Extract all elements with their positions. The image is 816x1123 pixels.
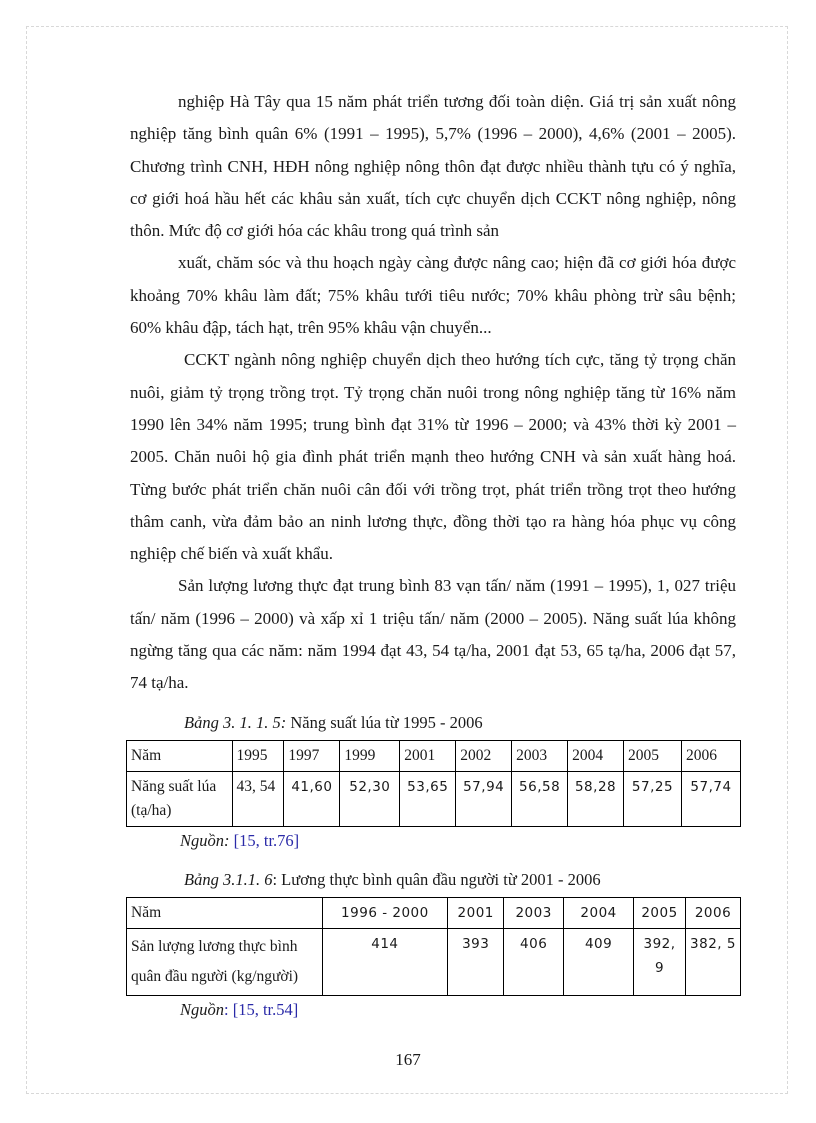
table2-caption [184,867,736,893]
table1-caption-label: Bảng 3. 1. 1. 5: [184,712,287,732]
paragraph-1: nghiệp Hà Tây qua 15 năm phát triển tương đối toàn diện. Giá trị sản xuất nông nghiệp tăng bình quân 6% (1991 – 1995), 5,7% (1996 – 2000), 4,6% (2001 – 2005). Chương trình CNH, HĐH nông nghiệp nông thôn đạt được nhiều thành tựu có ý nghĩa, cơ giới hoá hầu hết các khâu sản xuất, tích cực chuyển dịch CCKT nông nghiệp, nông thôn. Mức độ cơ giới hóa các khâu trong quá trình sản [130,92,736,241]
paragraph-4: Sản lượng lương thực đạt trung bình 83 vạn tấn/ năm (1991 – 1995), 1, 027 triệu tấn/ năm (1996 – 2000) và xấp xỉ 1 triệu tấn/ năm (2000 – 2005). Năng suất lúa không ngừng tăng qua các năm: năm 1994 đạt 43, 54 tạ/ha, 2001 đạt 53, 65 tạ/ha, 2006 đạt 57, 74 tạ/ha. [130,576,736,693]
table1-value: 57,74 [681,771,740,826]
table2-year: 2001 [448,897,504,928]
table2-caption-text: : Lương thực bình quân đầu người từ 2001 - 2006 [272,869,601,889]
table1-value: 43, 54 [232,771,284,826]
table2-year: 2005 [634,897,686,928]
table2-value-row [127,928,741,995]
table1-source-label: Nguồn: [180,830,230,850]
table2-year: 2003 [504,897,564,928]
table2-header-label: Năm [127,897,323,928]
table1-value: 41,60 [284,771,340,826]
table1-year: 2004 [568,740,624,771]
table1-rice-yield [126,740,741,827]
table1-value: 53,65 [400,771,456,826]
table1-value-row [127,771,741,826]
table2-food-per-capita [126,897,741,996]
table2-year: 1996 - 2000 [322,897,448,928]
table2-source [180,998,736,1022]
table2-value: 406 [504,928,564,995]
table2-value: 392, 9 [634,928,686,995]
table1-year: 2001 [400,740,456,771]
paragraph-3: CCKT ngành nông nghiệp chuyển dịch theo hướng tích cực, tăng tỷ trọng chăn nuôi, giảm tỷ trọng trồng trọt. Tỷ trọng chăn nuôi trong nông nghiệp tăng từ 16% năm 1990 lên 34% năm 1995; trung bình đạt 31% từ 1996 – 2000; và 43% thời kỳ 2001 – 2005. Chăn nuôi hộ gia đình phát triển mạnh theo hướng CNH và sản xuất hàng hoá. Từng bước phát triển chăn nuôi cân đối với trồng trọt, phát triển trồng trọt theo hướng thâm canh, vừa đảm bảo an ninh lương thực, đồng thời tạo ra hàng hóa phục vụ công nghiệp chế biến và xuất khẩu. [130,350,736,564]
table1-year: 2006 [681,740,740,771]
table1-value: 57,25 [624,771,682,826]
table2-source-ref: : [15, tr.54] [224,999,299,1019]
table2-source-label: Nguồn [180,999,225,1019]
table1-caption-text: Năng suất lúa từ 1995 - 2006 [286,712,483,732]
table1-value: 56,58 [512,771,568,826]
table2-row-label: Sản lượng lương thực bình quân đầu người (kg/người) [127,928,323,995]
table1-value: 57,94 [456,771,512,826]
table2-caption-label: Bảng 3.1.1. 6 [184,869,273,889]
table1-value: 58,28 [568,771,624,826]
table1-year: 2005 [624,740,682,771]
table1-year: 1995 [232,740,284,771]
table2-year: 2006 [686,897,741,928]
table2-value: 409 [564,928,634,995]
table2-value: 414 [322,928,448,995]
table1-year: 1999 [340,740,400,771]
page-number: 167 [395,1050,421,1069]
table1-value: 52,30 [340,771,400,826]
table2-value: 393 [448,928,504,995]
table1-header-row [127,740,741,771]
table2-year: 2004 [564,897,634,928]
table1-header-label: Năm [127,740,233,771]
table2-value: 382, 5 [686,928,741,995]
table1-source [180,829,736,853]
table1-year: 2002 [456,740,512,771]
page-content [130,86,736,1022]
table1-caption [184,710,736,736]
table1-year: 1997 [284,740,340,771]
table1-source-ref: [15, tr.76] [229,830,300,850]
table1-row-label: Năng suất lúa (tạ/ha) [127,771,233,826]
table1-year: 2003 [512,740,568,771]
table2-header-row [127,897,741,928]
paragraph-2: xuất, chăm sóc và thu hoạch ngày càng được nâng cao; hiện đã cơ giới hóa được khoảng 70% khâu làm đất; 75% khâu tưới tiêu nước; 70% khâu phòng trừ sâu bệnh; 60% khâu đập, tách hạt, trên 95% khâu vận chuyển... [130,253,736,338]
